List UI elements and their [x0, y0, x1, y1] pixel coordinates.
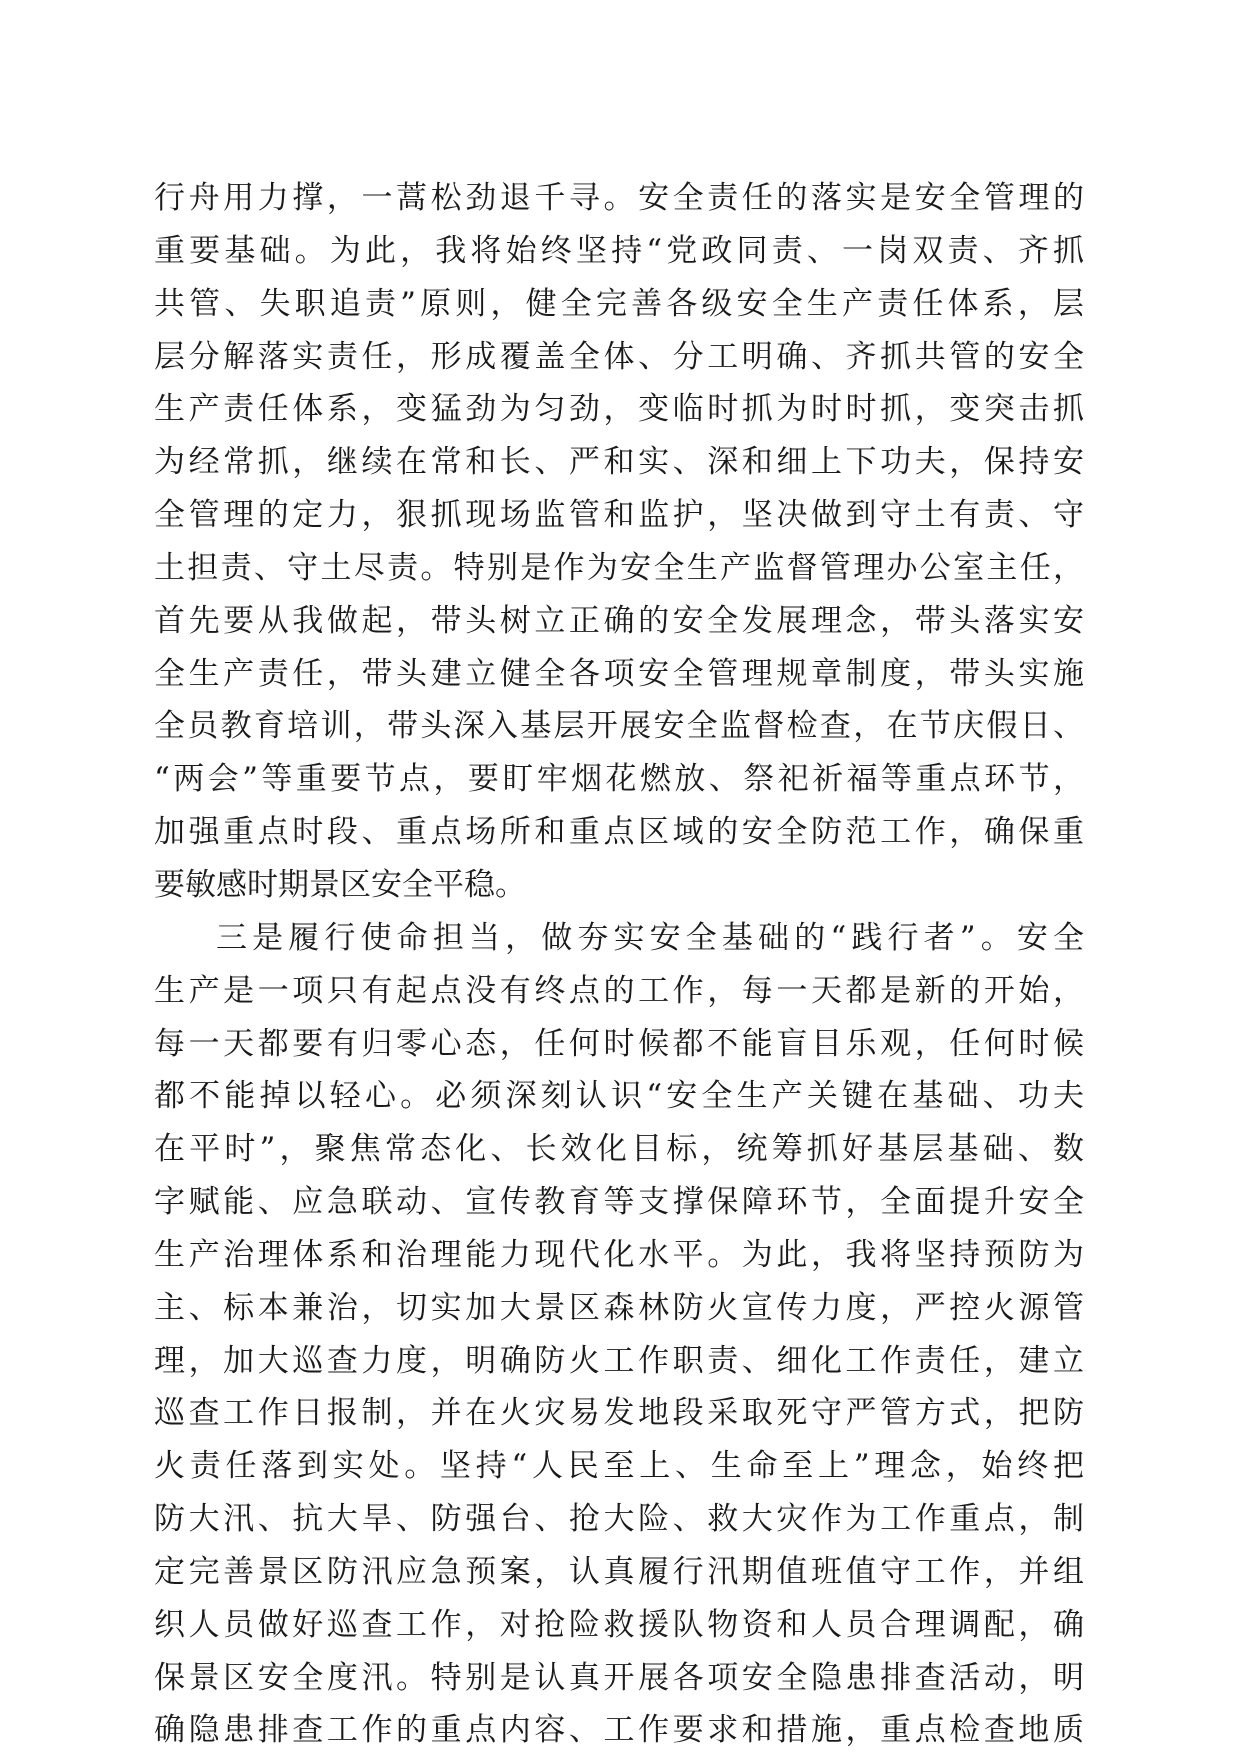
- text-line: 巡查工作日报制，并在火灾易发地段采取死守严管方式，把防: [154, 1395, 1084, 1432]
- text-line: 要敏感时期景区安全平稳。: [154, 866, 526, 903]
- text-line: 首先要从我做起，带头树立正确的安全发展理念，带头落实安: [154, 602, 1084, 639]
- text-line: 加强重点时段、重点场所和重点区域的安全防范工作，确保重: [154, 814, 1084, 851]
- text-line: 火责任落到实处。坚持“人民至上、生命至上”理念，始终把: [154, 1448, 1084, 1485]
- text-line: 确隐患排查工作的重点内容、工作要求和措施，重点检查地质: [154, 1712, 1084, 1749]
- text-line: 土担责、守土尽责。特别是作为安全生产监督管理办公室主任，: [154, 549, 1084, 586]
- text-line: 行舟用力撑，一蒿松劲退千寻。安全责任的落实是安全管理的: [154, 180, 1084, 216]
- text-line: 在平时”，聚焦常态化、长效化目标，统筹抓好基层基础、数: [154, 1131, 1084, 1168]
- text-line: 全员教育培训，带头深入基层开展安全监督检查，在节庆假日、: [154, 708, 1084, 745]
- text-line: 全管理的定力，狠抓现场监管和监护，坚决做到守土有责、守: [154, 497, 1084, 534]
- text-line: 全生产责任，带头建立健全各项安全管理规章制度，带头实施: [154, 655, 1084, 692]
- text-line: 生产责任体系，变猛劲为匀劲，变临时抓为时时抓，变突击抓: [154, 391, 1084, 428]
- text-line: 层分解落实责任，形成覆盖全体、分工明确、齐抓共管的安全: [154, 338, 1084, 375]
- body-text: [154, 172, 1084, 1757]
- text-line: 生产治理体系和治理能力现代化水平。为此，我将坚持预防为: [154, 1236, 1084, 1273]
- text-line: “两会”等重要节点，要盯牢烟花燃放、祭祀祈福等重点环节，: [154, 761, 1084, 798]
- text-line: 重要基础。为此，我将始终坚持“党政同责、一岗双责、齐抓: [154, 232, 1084, 269]
- text-line: 保景区安全度汛。特别是认真开展各项安全隐患排查活动，明: [154, 1659, 1084, 1696]
- text-line: 都不能掉以轻心。必须深刻认识“安全生产关键在基础、功夫: [154, 1078, 1084, 1115]
- text-line: 理，加大巡查力度，明确防火工作职责、细化工作责任，建立: [154, 1342, 1084, 1379]
- text-line: 防大汛、抗大旱、防强台、抢大险、救大灾作为工作重点，制: [154, 1501, 1084, 1538]
- text-line: 共管、失职追责”原则，健全完善各级安全生产责任体系，层: [154, 285, 1084, 322]
- text-line: 织人员做好巡查工作，对抢险救援队物资和人员合理调配，确: [154, 1606, 1084, 1643]
- text-line: 生产是一项只有起点没有终点的工作，每一天都是新的开始，: [154, 972, 1084, 1009]
- text-line: 定完善景区防汛应急预案，认真履行汛期值班值守工作，并组: [154, 1553, 1084, 1590]
- text-line: 为经常抓，继续在常和长、严和实、深和细上下功夫，保持安: [154, 444, 1084, 481]
- paragraph-start-line: 三是履行使命担当，做夯实安全基础的“践行者”。安全: [216, 919, 1084, 956]
- text-line: 字赋能、应急联动、宣传教育等支撑保障环节，全面提升安全: [154, 1184, 1084, 1221]
- text-line: 主、标本兼治，切实加大景区森林防火宣传力度，严控火源管: [154, 1289, 1084, 1326]
- text-line: 每一天都要有归零心态，任何时候都不能盲目乐观，任何时候: [154, 1025, 1084, 1062]
